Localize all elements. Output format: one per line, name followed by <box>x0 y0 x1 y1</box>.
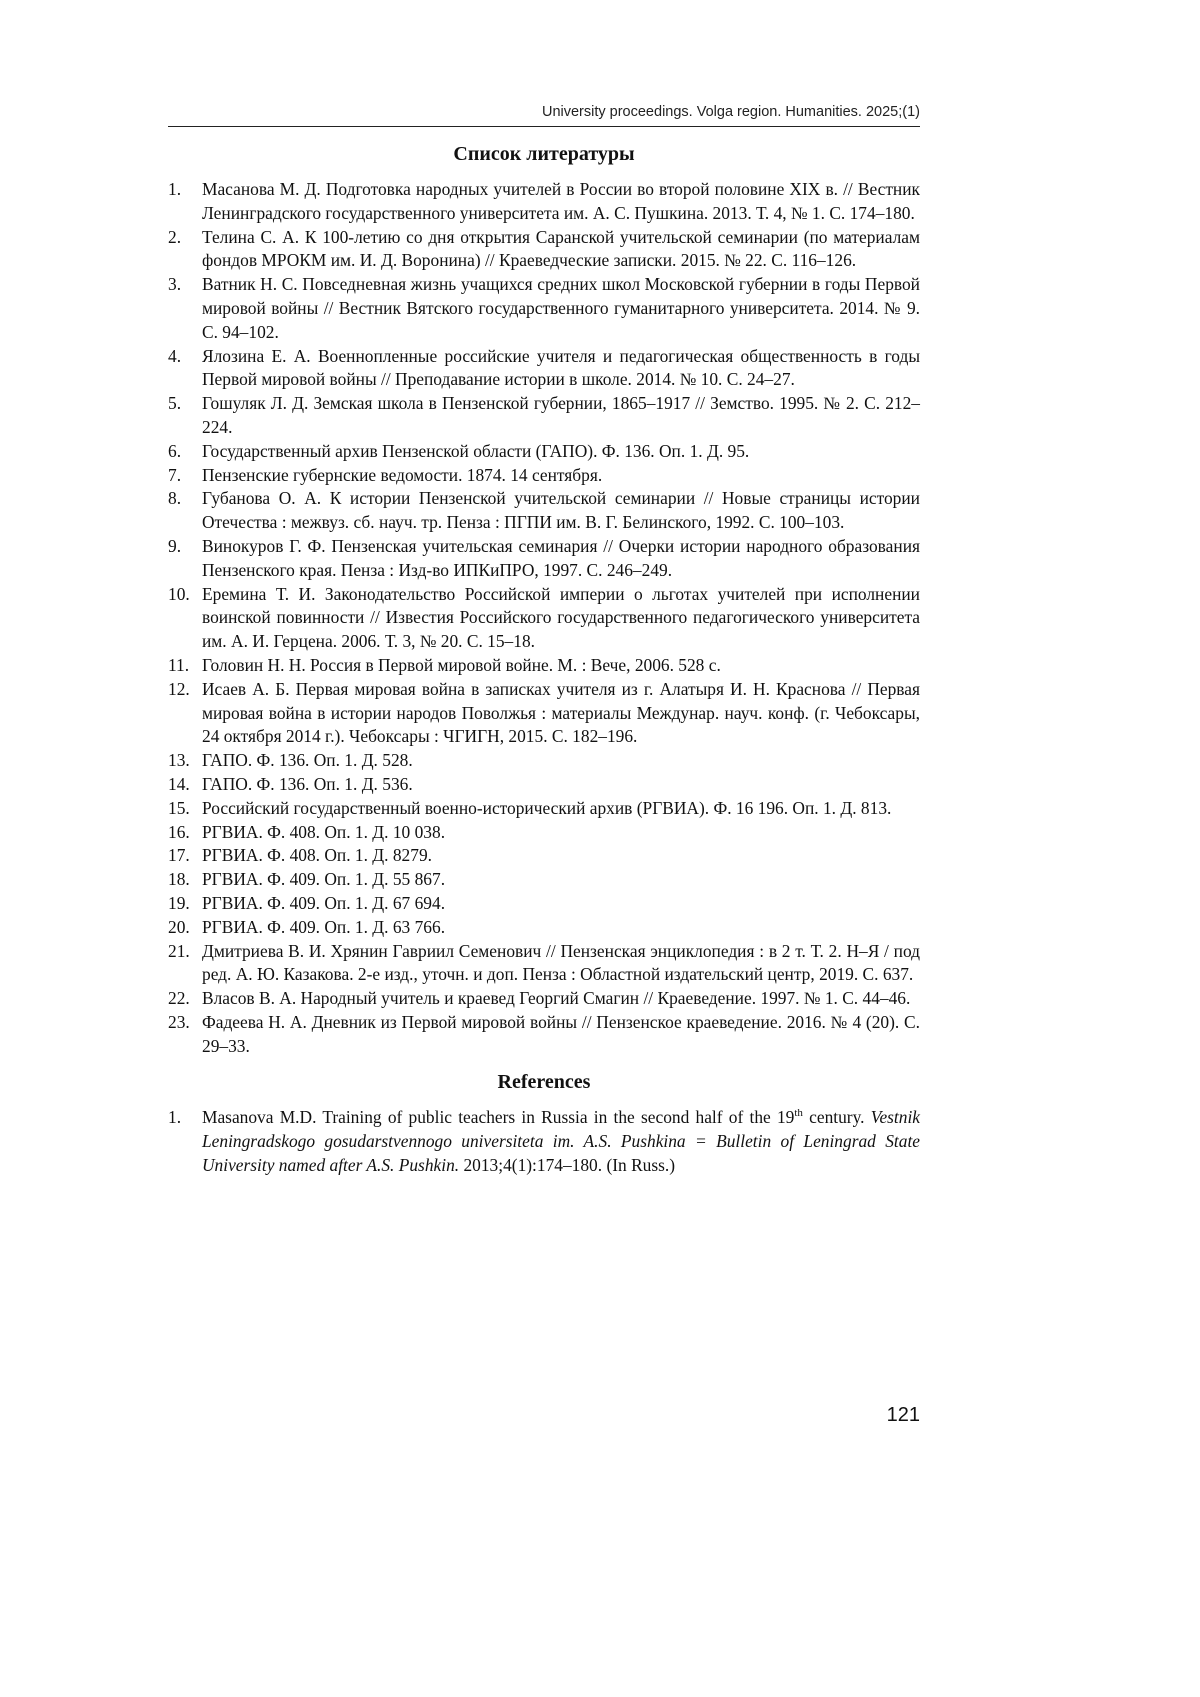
bibliography-text: Фадеева Н. А. Дневник из Первой мировой войны // Пензенское краеведение. 2016. № 4 (20). С. 29–33. <box>202 1011 920 1056</box>
bibliography-number: 16. <box>168 821 190 842</box>
page-content <box>168 141 920 1178</box>
bibliography-text: Головин Н. Н. Россия в Первой мировой войне. М. : Вече, 2006. 528 с. <box>202 654 721 675</box>
bibliography-number: 8. <box>168 488 182 509</box>
bibliography-item <box>168 226 920 274</box>
bibliography-item <box>168 844 920 868</box>
bibliography-number: 23. <box>168 1011 190 1032</box>
bibliography-item <box>168 749 920 773</box>
bibliography-number: 7. <box>168 464 182 485</box>
bibliography-number: 6. <box>168 440 182 461</box>
bibliography-text: Дмитриева В. И. Хрянин Гавриил Семенович // Пензенская энциклопедия : в 2 т. Т. 2. Н–Я / под ред. А. Ю. Казакова. 2-е изд., уточн. и доп. Пенза : Областной издательский центр, 2019. С. 637. <box>202 940 920 985</box>
bibliography-text: ГАПО. Ф. 136. Оп. 1. Д. 536. <box>202 773 413 794</box>
bibliography-item <box>168 773 920 797</box>
bibliography-number: 9. <box>168 535 182 556</box>
bibliography-number: 3. <box>168 274 182 295</box>
bibliography-text: РГВИА. Ф. 409. Оп. 1. Д. 67 694. <box>202 892 446 913</box>
reference-number: 1. <box>168 1107 182 1128</box>
bibliography-text: Губанова О. А. К истории Пензенской учительской семинарии // Новые страницы истории Отечества : межвуз. сб. науч. тр. Пенза : ПГПИ им. В. Г. Белинского, 1992. С. 100–103. <box>202 488 920 533</box>
bibliography-item <box>168 1011 920 1059</box>
bibliography-item <box>168 678 920 749</box>
reference-text-part: 2013;4(1):174–180. (In Russ.) <box>459 1155 676 1176</box>
bibliography-text: Ватник Н. С. Повседневная жизнь учащихся средних школ Московской губернии в годы Первой мировой войны // Вестник Вятского государственного гуманитарного университета. 2014. № 9. С. 94–102. <box>202 274 920 342</box>
bibliography-item <box>168 916 920 940</box>
bibliography-number: 20. <box>168 916 190 937</box>
bibliography-item <box>168 868 920 892</box>
page-number: 121 <box>886 1404 920 1426</box>
bibliography-item <box>168 345 920 393</box>
bibliography-text: Пензенские губернские ведомости. 1874. 14 сентября. <box>202 464 603 485</box>
references-title: References <box>497 1071 591 1094</box>
bibliography-item <box>168 987 920 1011</box>
bibliography-text: Еремина Т. И. Законодательство Российской империи о льготах учителей при исполнении воинской повинности // Известия Российского государственного педагогического университета им. А. И. Герцена. 2006. Т. 3, № 20. С. 15–18. <box>202 583 920 652</box>
references-list <box>168 1106 920 1177</box>
bibliography-item <box>168 178 920 226</box>
bibliography-number: 17. <box>168 845 190 866</box>
bibliography-item <box>168 487 920 535</box>
bibliography-text: Российский государственный военно-исторический архив (РГВИА). Ф. 16 196. Оп. 1. Д. 813. <box>202 797 892 818</box>
reference-text-part: Masanova M.D. Training of public teachers in Russia in the second half of the 19 <box>202 1107 795 1128</box>
bibliography-text: Исаев А. Б. Первая мировая война в записках учителя из г. Алатыря И. Н. Краснова // Первая мировая война в истории народов Поволжья : материалы Междунар. науч. конф. (г. Чебоксары, 24 октября 2014 г.). Чебоксары : ЧГИГН, 2015. С. 182–196. <box>202 678 920 747</box>
bibliography-number: 12. <box>168 678 190 699</box>
bibliography-number: 11. <box>168 654 190 675</box>
bibliography-item <box>168 535 920 583</box>
bibliography-item <box>168 392 920 440</box>
bibliography-text: Ялозина Е. А. Военнопленные российские учителя и педагогическая общественность в годы Первой мировой войны // Преподавание истории в школе. 2014. № 10. С. 24–27. <box>202 345 920 390</box>
bibliography-list <box>168 178 920 1058</box>
bibliography-item <box>168 440 920 464</box>
bibliography-number: 1. <box>168 179 182 199</box>
bibliography-text: РГВИА. Ф. 409. Оп. 1. Д. 63 766. <box>202 916 446 937</box>
bibliography-text: Масанова М. Д. Подготовка народных учителей в России во второй половине XIX в. // Вестник Ленинградского государственного университета им. А. С. Пушкина. 2013. Т. 4, № 1. С. 174–180. <box>202 179 920 223</box>
running-header: University proceedings. Volga region. Humanities. 2025;(1) <box>541 104 920 120</box>
reference-superscript: th <box>794 1107 803 1120</box>
bibliography-text: РГВИА. Ф. 409. Оп. 1. Д. 55 867. <box>202 869 446 890</box>
bibliography-number: 18. <box>168 869 190 890</box>
bibliography-text: Власов В. А. Народный учитель и краевед Георгий Смагин // Краеведение. 1997. № 1. С. 44–46. <box>202 988 911 1009</box>
bibliography-item <box>168 654 920 678</box>
bibliography-number: 19. <box>168 892 190 913</box>
bibliography-text: Телина С. А. К 100-летию со дня открытия Саранской учительской семинарии (по материалам фондов МРОКМ им. И. Д. Воронина) // Краеведческие записки. 2015. № 22. С. 116–126. <box>202 226 920 271</box>
bibliography-number: 5. <box>168 393 182 414</box>
bibliography-number: 14. <box>168 773 190 794</box>
reference-journal-title: Vestnik Leningradskogo gosudarstvennogo universiteta im. A.S. Pushkina = Bulletin of Leningrad State University named after A.S. Pushkin. <box>202 1107 921 1176</box>
bibliography-text: Государственный архив Пензенской области (ГАПО). Ф. 136. Оп. 1. Д. 95. <box>202 440 750 461</box>
bibliography-number: 21. <box>168 940 190 961</box>
bibliography-item <box>168 583 920 654</box>
bibliography-item <box>168 464 920 488</box>
bibliography-number: 15. <box>168 797 190 818</box>
bibliography-number: 4. <box>168 345 182 366</box>
bibliography-number: 13. <box>168 750 190 771</box>
bibliography-number: 22. <box>168 988 190 1009</box>
bibliography-item <box>168 797 920 821</box>
bibliography-number: 10. <box>168 583 190 604</box>
bibliography-text: ГАПО. Ф. 136. Оп. 1. Д. 528. <box>202 750 413 771</box>
bibliography-text: РГВИА. Ф. 408. Оп. 1. Д. 10 038. <box>202 821 446 842</box>
bibliography-item <box>168 940 920 988</box>
bibliography-item <box>168 273 920 344</box>
bibliography-item <box>168 892 920 916</box>
bibliography-number: 2. <box>168 226 182 247</box>
bibliography-text: РГВИА. Ф. 408. Оп. 1. Д. 8279. <box>202 845 432 866</box>
reference-text-part: century. <box>802 1107 871 1128</box>
bibliography-text: Гошуляк Л. Д. Земская школа в Пензенской губернии, 1865–1917 // Земство. 1995. № 2. С. 212–224. <box>202 393 920 437</box>
header-rule <box>168 126 920 127</box>
bibliography-text: Винокуров Г. Ф. Пензенская учительская семинария // Очерки истории народного образования Пензенского края. Пенза : Изд-во ИПКиПРО, 1997. С. 246–249. <box>202 535 920 580</box>
reference-item <box>168 1106 920 1177</box>
bibliography-title: Список литературы <box>453 143 635 165</box>
bibliography-item <box>168 821 920 845</box>
